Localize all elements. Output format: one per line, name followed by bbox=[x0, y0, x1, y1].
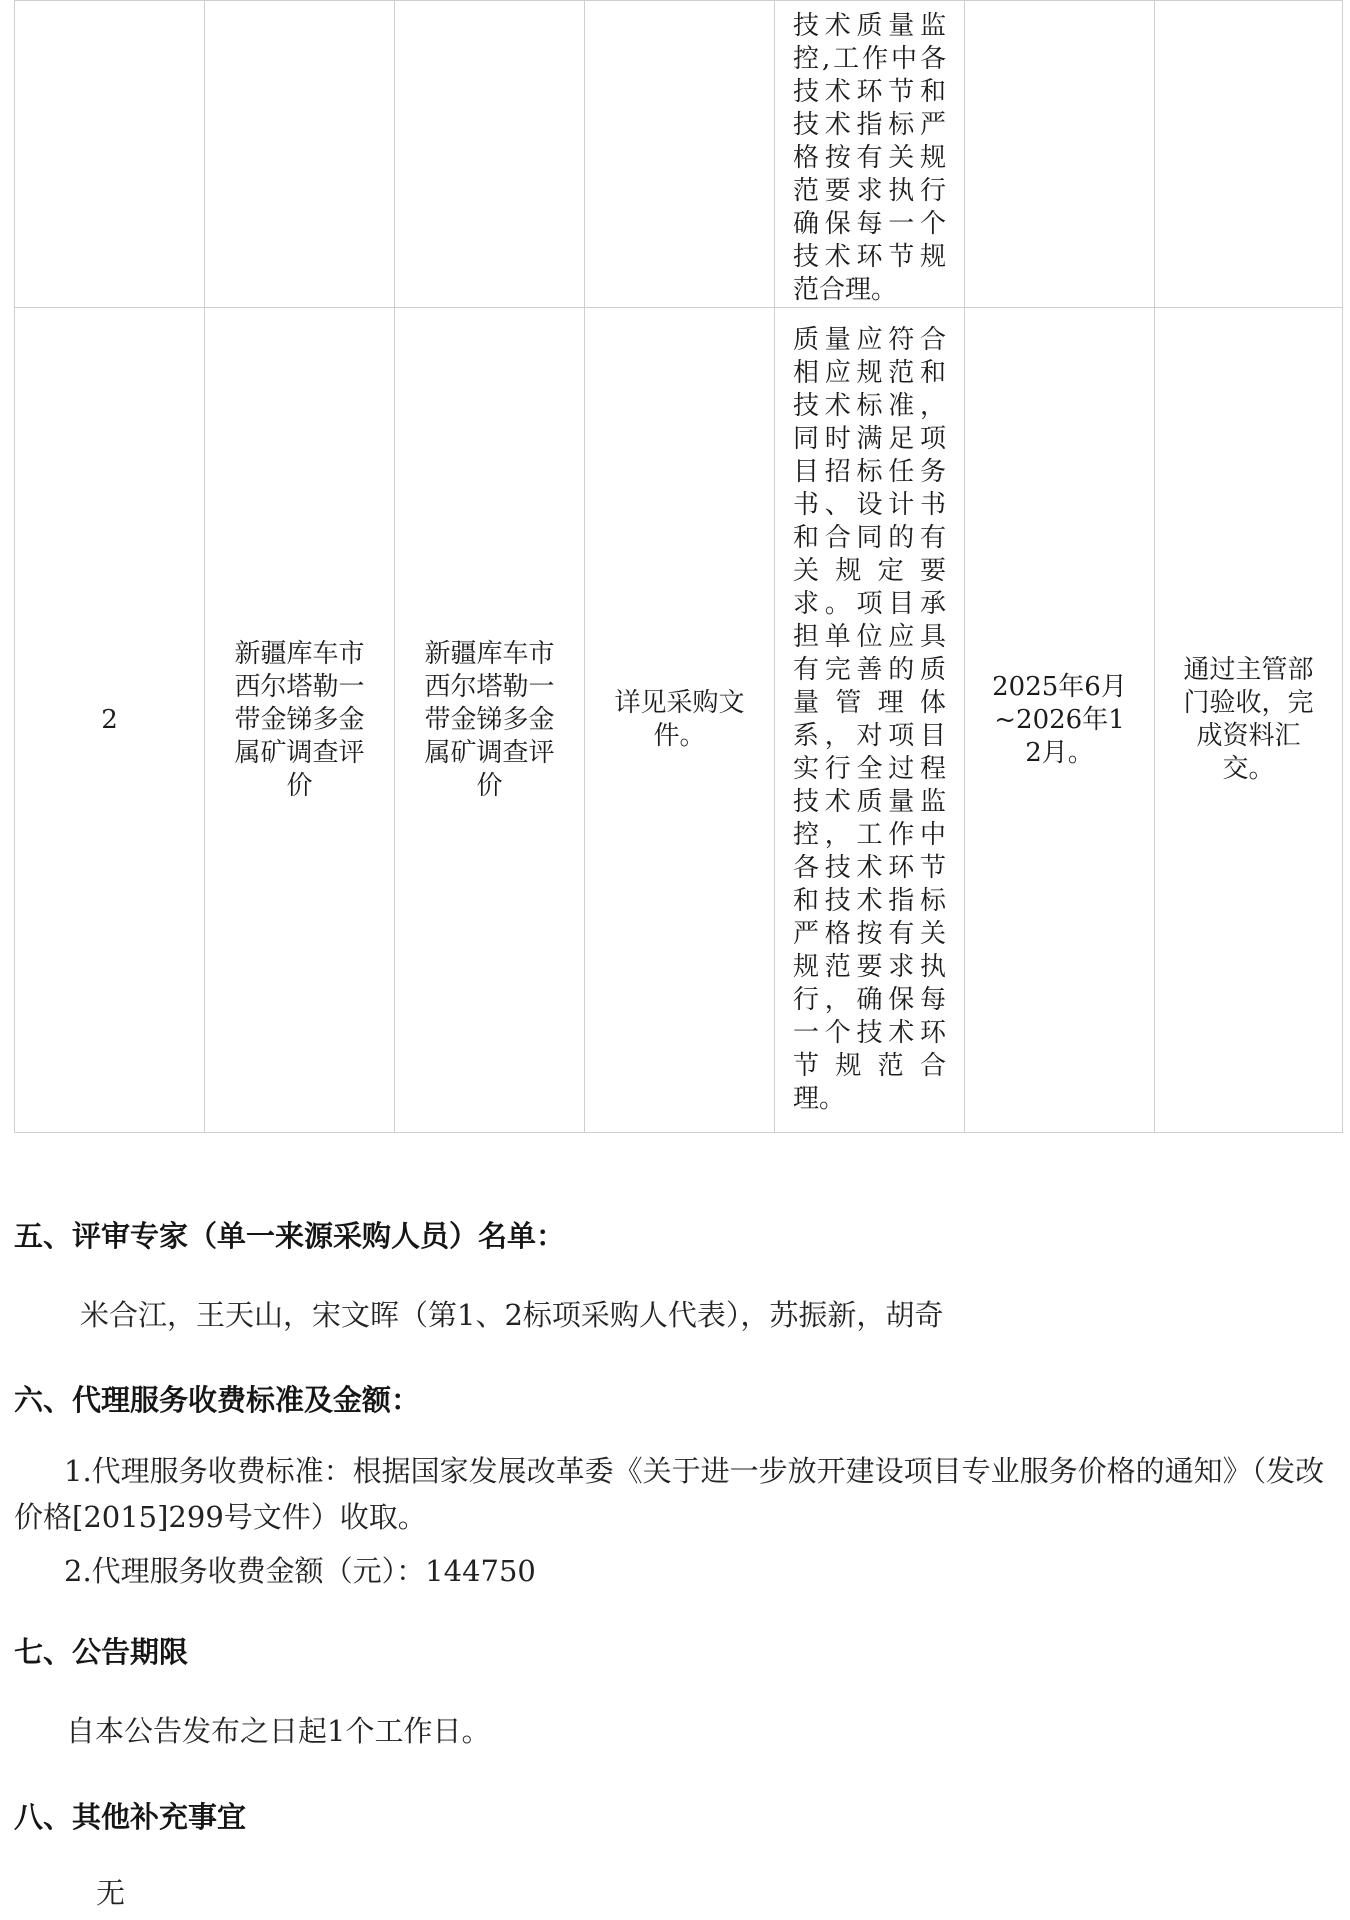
acceptance-text: 通过主管部门验收，完成资料汇交。 bbox=[1183, 655, 1314, 784]
cell-no bbox=[15, 1, 205, 308]
cell-spec bbox=[585, 1, 775, 308]
section7-heading: 七、公告期限 bbox=[14, 1635, 189, 1669]
section8-heading: 八、其他补充事宜 bbox=[14, 1800, 247, 1834]
section7-body: 自本公告发布之日起1个工作日。 bbox=[66, 1714, 491, 1748]
section6-item2: 2.代理服务收费金额（元）：144750 bbox=[64, 1554, 536, 1588]
section5-body: 米合江，王天山，宋文晖（第1、2标项采购人代表），苏振新，胡奇 bbox=[80, 1298, 944, 1332]
table-row bbox=[15, 1, 1343, 308]
cell-spec bbox=[585, 308, 775, 1133]
period-text: 2025年6月~2026年12月。 bbox=[992, 671, 1127, 768]
cell-period bbox=[965, 1, 1155, 308]
project-name: 新疆库车市西尔塔勒一带金锑多金属矿调查评价 bbox=[234, 638, 365, 801]
section5-heading: 五、评审专家（单一来源采购人员）名单： bbox=[14, 1219, 566, 1253]
cell-project bbox=[205, 308, 395, 1133]
section6-item1: 1.代理服务收费标准：根据国家发展改革委《关于进一步放开建设项目专业服务价格的通知》（发改价格[2015]299号文件）收取。 bbox=[14, 1454, 1325, 1534]
cell-item bbox=[395, 308, 585, 1133]
cell-no: 2 bbox=[15, 308, 205, 1133]
item-name: 新疆库车市西尔塔勒一带金锑多金属矿调查评价 bbox=[424, 638, 555, 801]
cell-item bbox=[395, 1, 585, 308]
table-row bbox=[15, 308, 1343, 1133]
section8-body: 无 bbox=[96, 1876, 126, 1910]
cell-acceptance bbox=[1155, 308, 1343, 1133]
section6-heading: 六、代理服务收费标准及金额： bbox=[14, 1383, 421, 1417]
cell-requirement: 质量应符合相应规范和技术标准，同时满足项目招标任务书、设计书和合同的有关规定要求。项目承担单位应具有完善的质量管理体系，对项目实行全过程技术质量监控，工作中各技术环节和技术指标严格按有关规范要求执行，确保每一个技术环节规范合理。 bbox=[775, 308, 965, 1133]
cell-acceptance bbox=[1155, 1, 1343, 308]
spec-text: 详见采购文件。 bbox=[614, 688, 745, 751]
cell-period bbox=[965, 308, 1155, 1133]
cell-project bbox=[205, 1, 395, 308]
cell-requirement: 技术质量监控,工作中各技术环节和技术指标严格按有关规范要求执行确保每一个技术环节规范合理。 bbox=[775, 1, 965, 308]
procurement-table bbox=[14, 0, 1343, 1133]
